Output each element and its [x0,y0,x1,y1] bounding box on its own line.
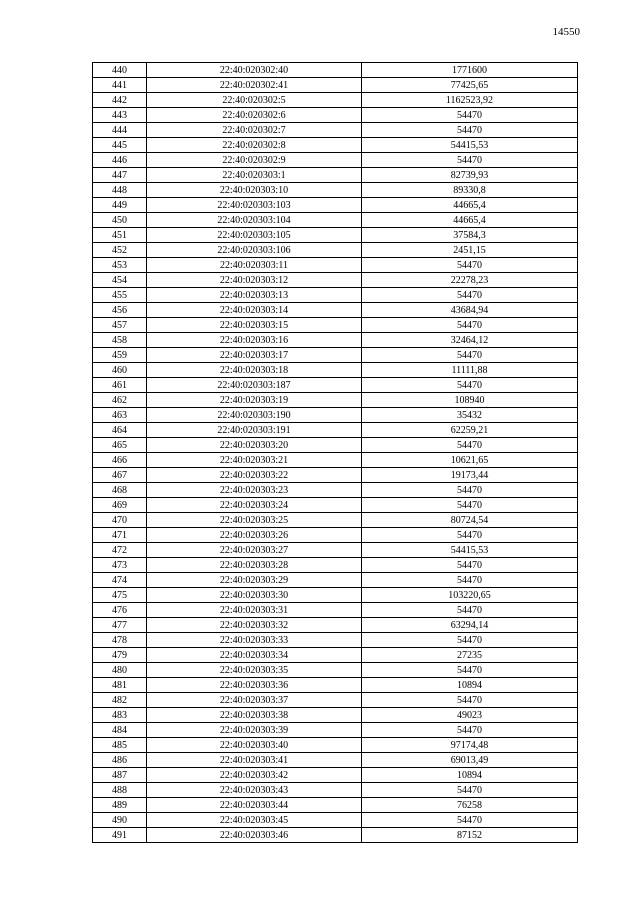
cadastral-number-cell: 22:40:020303:105 [147,228,362,243]
row-number-cell: 445 [93,138,147,153]
row-number-cell: 488 [93,783,147,798]
cadastral-number-cell: 22:40:020302:8 [147,138,362,153]
table-row [93,723,578,738]
value-cell: 2451,15 [362,243,578,258]
cadastral-number-cell: 22:40:020303:34 [147,648,362,663]
table-row [93,813,578,828]
row-number-cell: 463 [93,408,147,423]
table-row [93,588,578,603]
table-row [93,228,578,243]
table-row [93,348,578,363]
cadastral-number-cell: 22:40:020303:44 [147,798,362,813]
row-number-cell: 472 [93,543,147,558]
table-row [93,783,578,798]
table-row [93,573,578,588]
table-row [93,198,578,213]
value-cell: 43684,94 [362,303,578,318]
table-row [93,378,578,393]
table-row [93,693,578,708]
row-number-cell: 456 [93,303,147,318]
table-row [93,438,578,453]
row-number-cell: 453 [93,258,147,273]
cadastral-number-cell: 22:40:020303:22 [147,468,362,483]
value-cell: 54470 [362,603,578,618]
table-row [93,828,578,843]
table-row [93,603,578,618]
value-cell: 54470 [362,783,578,798]
cadastral-number-cell: 22:40:020303:29 [147,573,362,588]
row-number-cell: 484 [93,723,147,738]
cadastral-number-cell: 22:40:020303:191 [147,423,362,438]
cadastral-number-cell: 22:40:020303:37 [147,693,362,708]
value-cell: 10894 [362,678,578,693]
row-number-cell: 455 [93,288,147,303]
cadastral-number-cell: 22:40:020303:28 [147,558,362,573]
table-row [93,663,578,678]
row-number-cell: 481 [93,678,147,693]
table-row [93,513,578,528]
cadastral-number-cell: 22:40:020303:27 [147,543,362,558]
value-cell: 82739,93 [362,168,578,183]
value-cell: 62259,21 [362,423,578,438]
table-row [93,498,578,513]
value-cell: 1162523,92 [362,93,578,108]
value-cell: 69013,49 [362,753,578,768]
row-number-cell: 441 [93,78,147,93]
cadastral-number-cell: 22:40:020303:31 [147,603,362,618]
cadastral-number-cell: 22:40:020303:10 [147,183,362,198]
row-number-cell: 447 [93,168,147,183]
row-number-cell: 478 [93,633,147,648]
table-row [93,153,578,168]
row-number-cell: 483 [93,708,147,723]
row-number-cell: 474 [93,573,147,588]
value-cell: 103220,65 [362,588,578,603]
row-number-cell: 451 [93,228,147,243]
cadastral-number-cell: 22:40:020302:40 [147,63,362,78]
value-cell: 54470 [362,558,578,573]
table-row [93,423,578,438]
value-cell: 11111,88 [362,363,578,378]
table-row [93,138,578,153]
row-number-cell: 440 [93,63,147,78]
row-number-cell: 449 [93,198,147,213]
cadastral-number-cell: 22:40:020303:17 [147,348,362,363]
page-number: 14550 [552,26,580,38]
table-row [93,243,578,258]
value-cell: 97174,48 [362,738,578,753]
value-cell: 54470 [362,813,578,828]
value-cell: 54470 [362,438,578,453]
row-number-cell: 465 [93,438,147,453]
value-cell: 89330,8 [362,183,578,198]
row-number-cell: 468 [93,483,147,498]
row-number-cell: 459 [93,348,147,363]
value-cell: 80724,54 [362,513,578,528]
table-row [93,318,578,333]
value-cell: 54470 [362,498,578,513]
row-number-cell: 443 [93,108,147,123]
value-cell: 54470 [362,483,578,498]
value-cell: 77425,65 [362,78,578,93]
row-number-cell: 471 [93,528,147,543]
row-number-cell: 444 [93,123,147,138]
table-row [93,618,578,633]
cadastral-number-cell: 22:40:020303:25 [147,513,362,528]
table-row [93,363,578,378]
cadastral-number-cell: 22:40:020303:36 [147,678,362,693]
row-number-cell: 470 [93,513,147,528]
data-table [92,62,578,843]
table-row [93,183,578,198]
value-cell: 54470 [362,693,578,708]
row-number-cell: 452 [93,243,147,258]
row-number-cell: 446 [93,153,147,168]
value-cell: 63294,14 [362,618,578,633]
row-number-cell: 487 [93,768,147,783]
value-cell: 54470 [362,348,578,363]
value-cell: 1771600 [362,63,578,78]
table-row [93,78,578,93]
row-number-cell: 442 [93,93,147,108]
table-row [93,333,578,348]
row-number-cell: 491 [93,828,147,843]
row-number-cell: 486 [93,753,147,768]
cadastral-number-cell: 22:40:020303:106 [147,243,362,258]
cadastral-number-cell: 22:40:020303:13 [147,288,362,303]
cadastral-number-cell: 22:40:020303:38 [147,708,362,723]
table-row [93,408,578,423]
value-cell: 54470 [362,318,578,333]
cadastral-number-cell: 22:40:020303:187 [147,378,362,393]
table-row [93,108,578,123]
table-row [93,258,578,273]
cadastral-number-cell: 22:40:020303:43 [147,783,362,798]
table-row [93,798,578,813]
table-row [93,543,578,558]
cadastral-number-cell: 22:40:020303:26 [147,528,362,543]
value-cell: 87152 [362,828,578,843]
table-row [93,63,578,78]
value-cell: 108940 [362,393,578,408]
value-cell: 54470 [362,633,578,648]
value-cell: 54415,53 [362,543,578,558]
row-number-cell: 462 [93,393,147,408]
cadastral-number-cell: 22:40:020303:19 [147,393,362,408]
cadastral-number-cell: 22:40:020302:9 [147,153,362,168]
cadastral-number-cell: 22:40:020303:45 [147,813,362,828]
value-cell: 54470 [362,723,578,738]
value-cell: 37584,3 [362,228,578,243]
cadastral-number-cell: 22:40:020303:15 [147,318,362,333]
row-number-cell: 461 [93,378,147,393]
cadastral-number-cell: 22:40:020303:18 [147,363,362,378]
cadastral-number-cell: 22:40:020303:190 [147,408,362,423]
value-cell: 54470 [362,573,578,588]
row-number-cell: 454 [93,273,147,288]
cadastral-number-cell: 22:40:020302:7 [147,123,362,138]
table-row [93,708,578,723]
row-number-cell: 476 [93,603,147,618]
value-cell: 54470 [362,108,578,123]
row-number-cell: 448 [93,183,147,198]
value-cell: 54415,53 [362,138,578,153]
row-number-cell: 485 [93,738,147,753]
row-number-cell: 480 [93,663,147,678]
cadastral-number-cell: 22:40:020303:14 [147,303,362,318]
cadastral-number-cell: 22:40:020302:6 [147,108,362,123]
table-row [93,678,578,693]
row-number-cell: 475 [93,588,147,603]
value-cell: 10894 [362,768,578,783]
cadastral-number-cell: 22:40:020303:35 [147,663,362,678]
cadastral-number-cell: 22:40:020303:39 [147,723,362,738]
table-row [93,768,578,783]
cadastral-number-cell: 22:40:020303:40 [147,738,362,753]
cadastral-number-cell: 22:40:020303:16 [147,333,362,348]
cadastral-number-cell: 22:40:020303:30 [147,588,362,603]
cadastral-number-cell: 22:40:020303:42 [147,768,362,783]
table-row [93,468,578,483]
cadastral-number-cell: 22:40:020303:12 [147,273,362,288]
cadastral-number-cell: 22:40:020303:20 [147,438,362,453]
cadastral-number-cell: 22:40:020303:32 [147,618,362,633]
row-number-cell: 464 [93,423,147,438]
row-number-cell: 473 [93,558,147,573]
cadastral-number-cell: 22:40:020303:24 [147,498,362,513]
cadastral-number-cell: 22:40:020303:46 [147,828,362,843]
value-cell: 44665,4 [362,213,578,228]
cadastral-number-cell: 22:40:020303:103 [147,198,362,213]
value-cell: 54470 [362,528,578,543]
cadastral-number-cell: 22:40:020302:5 [147,93,362,108]
value-cell: 54470 [362,123,578,138]
cadastral-number-cell: 22:40:020302:41 [147,78,362,93]
row-number-cell: 477 [93,618,147,633]
value-cell: 44665,4 [362,198,578,213]
row-number-cell: 466 [93,453,147,468]
cadastral-number-cell: 22:40:020303:23 [147,483,362,498]
table-row [93,453,578,468]
value-cell: 22278,23 [362,273,578,288]
value-cell: 54470 [362,153,578,168]
row-number-cell: 489 [93,798,147,813]
row-number-cell: 490 [93,813,147,828]
value-cell: 54470 [362,288,578,303]
cadastral-number-cell: 22:40:020303:104 [147,213,362,228]
cadastral-number-cell: 22:40:020303:21 [147,453,362,468]
table-row [93,123,578,138]
cadastral-number-cell: 22:40:020303:11 [147,258,362,273]
cadastral-number-cell: 22:40:020303:33 [147,633,362,648]
table-row [93,648,578,663]
table-row [93,528,578,543]
row-number-cell: 457 [93,318,147,333]
table-row [93,213,578,228]
value-cell: 54470 [362,663,578,678]
value-cell: 54470 [362,378,578,393]
table-row [93,393,578,408]
table-row [93,273,578,288]
value-cell: 19173,44 [362,468,578,483]
row-number-cell: 467 [93,468,147,483]
table-row [93,168,578,183]
value-cell: 27235 [362,648,578,663]
value-cell: 32464,12 [362,333,578,348]
row-number-cell: 450 [93,213,147,228]
table-row [93,738,578,753]
value-cell: 35432 [362,408,578,423]
table-row [93,753,578,768]
value-cell: 49023 [362,708,578,723]
cadastral-number-cell: 22:40:020303:1 [147,168,362,183]
table-row [93,558,578,573]
value-cell: 54470 [362,258,578,273]
table-row [93,288,578,303]
table-row [93,633,578,648]
value-cell: 76258 [362,798,578,813]
row-number-cell: 479 [93,648,147,663]
row-number-cell: 458 [93,333,147,348]
cadastral-number-cell: 22:40:020303:41 [147,753,362,768]
value-cell: 10621,65 [362,453,578,468]
row-number-cell: 482 [93,693,147,708]
table-row [93,483,578,498]
table-body [93,63,578,843]
table-row [93,303,578,318]
table-row [93,93,578,108]
row-number-cell: 469 [93,498,147,513]
row-number-cell: 460 [93,363,147,378]
